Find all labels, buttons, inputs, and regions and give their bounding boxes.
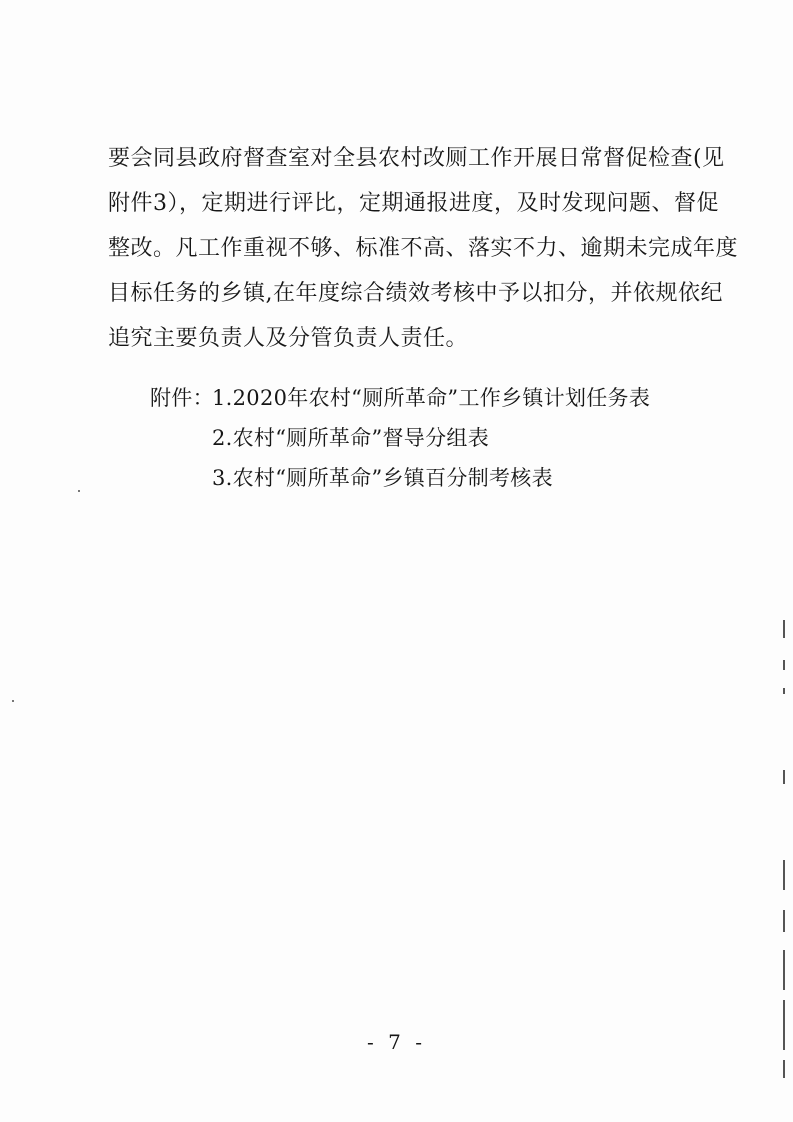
- attachment-item: [150, 378, 710, 418]
- body-paragraph: [108, 136, 739, 361]
- attachment-item: 2.农村“厕所革命”督导分组表: [212, 426, 490, 450]
- attachments-label: 附件：: [150, 386, 214, 410]
- body-line: 附件3），定期进行评比，定期通报进度，及时发现问题、督促: [108, 191, 719, 216]
- scan-edge-marks: [781, 600, 787, 1080]
- scan-speck: [78, 490, 80, 492]
- body-line: 追究主要负责人及分管负责人责任。: [108, 326, 469, 351]
- body-line: 整改。凡工作重视不够、标准不高、落实不力、逾期未完成年度: [108, 236, 739, 261]
- page-number: - 7 -: [367, 1030, 426, 1054]
- attachment-item: 3.农村“厕所革命”乡镇百分制考核表: [212, 466, 553, 490]
- scan-speck: [12, 700, 14, 702]
- attachment-item-text: 1.2020年农村“厕所革命”工作乡镇计划任务表: [212, 386, 651, 410]
- body-line: 目标任务的乡镇,在年度综合绩效考核中予以扣分，并依规依纪: [108, 281, 723, 306]
- attachments-list: [150, 378, 710, 498]
- body-line: 要会同县政府督查室对全县农村改厕工作开展日常督促检查(见: [108, 146, 725, 171]
